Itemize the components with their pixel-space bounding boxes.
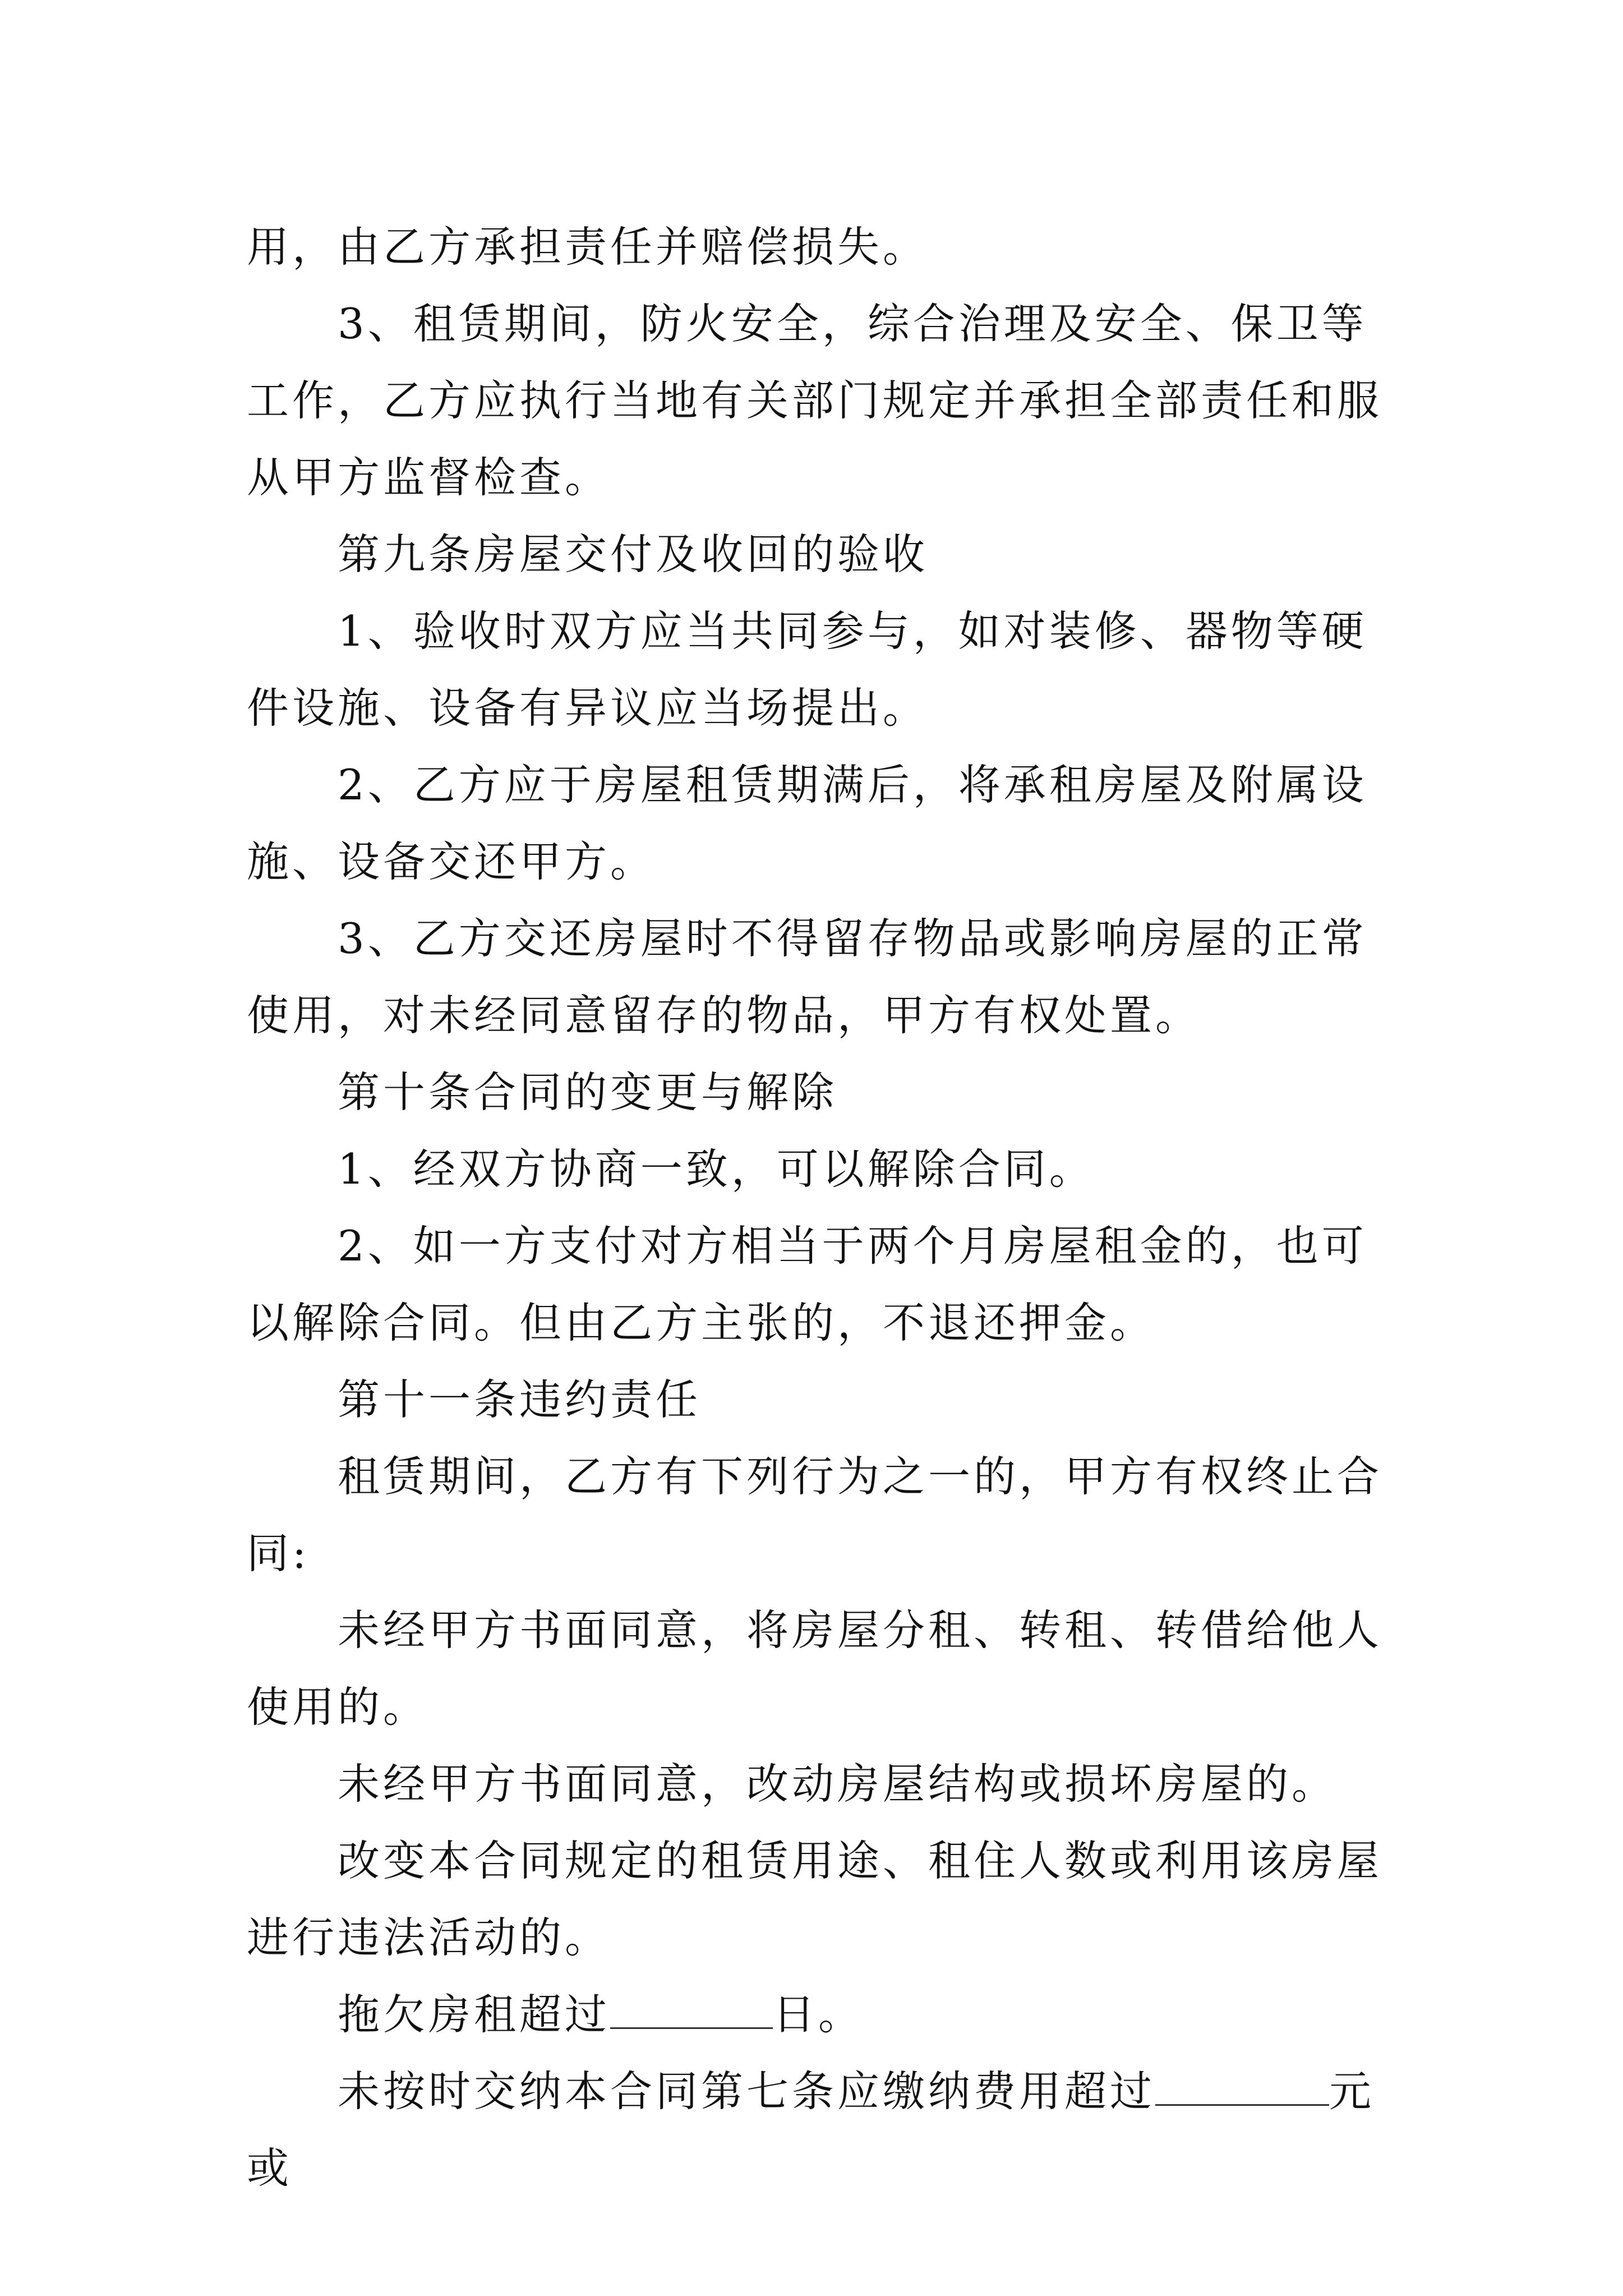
paragraph-inspection-2: 2、乙方应于房屋租赁期满后，将承租房屋及附属设施、设备交还甲方。: [247, 760, 1367, 886]
paragraph-inspection-1: 1、验收时双方应当共同参与，如对装修、器物等硬件设施、设备有异议应当场提出。: [247, 606, 1367, 733]
heading-article-11: 第十一条违约责任: [338, 1375, 702, 1424]
heading-article-9: 第九条房屋交付及收回的验收: [338, 530, 929, 579]
fee-amount-blank[interactable]: [1155, 2069, 1329, 2106]
paragraph-breach-sublet: 未经甲方书面同意，将房屋分租、转租、转借给他人使用的。: [247, 1605, 1383, 1732]
paragraph-rent-overdue: [247, 1976, 1385, 2053]
paragraph-breach-structure: 未经甲方书面同意，改动房屋结构或损坏房屋的。: [338, 1759, 1338, 1809]
paragraph-breach-intro: 租赁期间，乙方有下列行为之一的，甲方有权终止合同:: [247, 1452, 1383, 1578]
rent-overdue-before: 拖欠房租超过: [338, 1990, 611, 2039]
paragraph-inspection-3: 3、乙方交还房屋时不得留存物品或影响房屋的正常使用，对未经同意留存的物品，甲方有权处置。: [247, 914, 1367, 1040]
paragraph-breach-purpose: 改变本合同规定的租赁用途、租住人数或利用该房屋进行违法活动的。: [247, 1836, 1383, 1962]
paragraph-termination-2: 2、如一方支付对方相当于两个月房屋租金的，也可以解除合同。但由乙方主张的，不退还押金。: [247, 1221, 1367, 1347]
rent-overdue-after: 日。: [773, 1990, 864, 2039]
heading-article-10: 第十条合同的变更与解除: [338, 1068, 838, 1117]
paragraph-fee-overdue: [247, 2053, 1385, 2207]
fee-overdue-before: 未按时交纳本合同第七条应缴纳费用超过: [338, 2067, 1156, 2116]
document-body: [247, 209, 1385, 2207]
rent-days-blank[interactable]: [610, 1993, 773, 2029]
fee-overdue-after: 元或: [247, 2067, 1375, 2193]
paragraph-fire-safety: 3、租赁期间，防火安全，综合治理及安全、保卫等工作，乙方应执行当地有关部门规定并承担全部责任和服从甲方监督检查。: [247, 299, 1383, 502]
paragraph-termination-1: 1、经双方协商一致，可以解除合同。: [338, 1144, 1095, 1194]
paragraph-continuation: 用，由乙方承担责任并赔偿损失。: [247, 222, 929, 272]
